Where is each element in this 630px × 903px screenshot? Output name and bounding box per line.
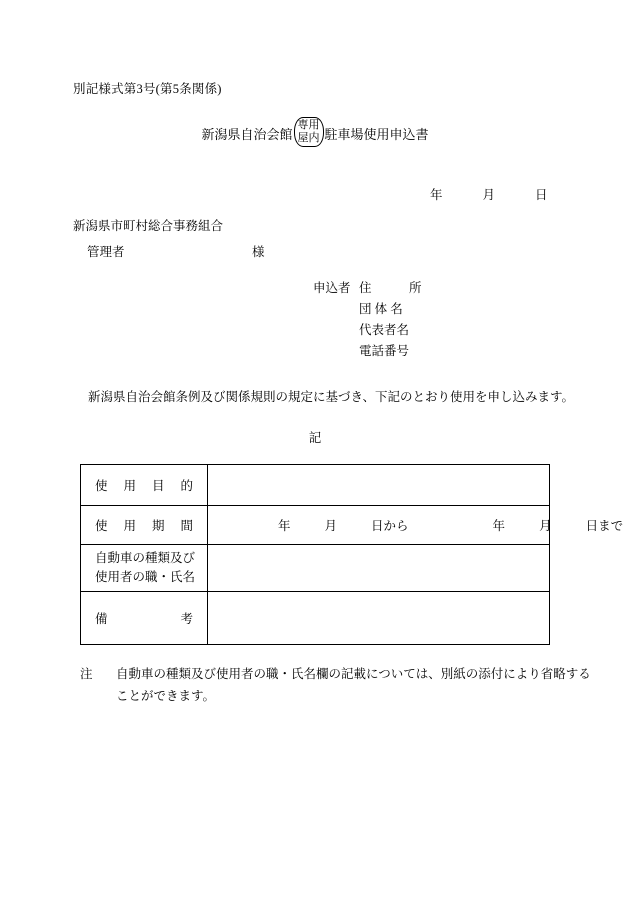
title-suffix: 駐車場使用申込書: [324, 126, 429, 142]
period-year-from: 年: [278, 519, 291, 533]
row-value-vehicle[interactable]: [208, 545, 550, 592]
date-month-label: 月: [482, 188, 496, 202]
label-char: 用: [123, 519, 136, 533]
period-day-to: 日まで: [585, 519, 624, 533]
row-label-vehicle-line2: 使用者の職・氏名: [94, 570, 195, 584]
row-value-period[interactable]: [208, 506, 624, 545]
label-char: 使: [95, 479, 108, 493]
row-label-vehicle: [81, 545, 208, 592]
label-char: 的: [180, 479, 193, 493]
document-title: [0, 118, 630, 148]
table-row-vehicle: [81, 545, 550, 592]
row-label-remarks: [81, 592, 208, 645]
applicant-row-representative: [313, 320, 422, 341]
addressee-role: 管理者: [87, 245, 125, 259]
label-char: 間: [180, 519, 193, 533]
addressee-honorific: 様: [252, 245, 265, 259]
title-brace-line1: 専用: [297, 119, 320, 131]
date-line: [430, 185, 548, 203]
date-year-label: 年: [430, 188, 443, 202]
table-row-purpose: [81, 465, 550, 506]
applicant-field-address: 住 所: [359, 281, 422, 295]
table-row-remarks: [81, 592, 550, 645]
row-label-vehicle-line1: 自動車の種類及び: [94, 551, 195, 565]
row-label-purpose: [81, 465, 208, 506]
label-char: 目: [151, 479, 165, 493]
period-month-to: 月: [539, 519, 552, 533]
label-char: 用: [123, 479, 136, 493]
applicant-field-phone: 電話番号: [359, 344, 410, 358]
period-day-from: 日から: [371, 519, 409, 533]
applicant-block: [313, 278, 422, 362]
statement-text: 新潟県自治会館条例及び関係規則の規定に基づき、下記のとおり使用を申し込みます。: [88, 390, 575, 404]
row-label-period-chars: [87, 516, 201, 534]
row-label-period: [81, 506, 208, 545]
row-label-remarks-chars: [87, 609, 201, 627]
date-day-label: 日: [535, 188, 548, 202]
label-char: 考: [180, 612, 193, 626]
applicant-field-representative: 代表者名: [359, 323, 410, 337]
row-label-purpose-chars: [87, 476, 201, 494]
application-table: [80, 464, 624, 645]
applicant-row-organization: [313, 299, 422, 320]
applicant-heading: 申込者: [313, 281, 351, 295]
title-brace-box: [294, 117, 324, 147]
footnote-line2: ことができます。: [116, 689, 216, 703]
label-char: 期: [151, 519, 165, 533]
addressee-role-row: [87, 242, 265, 260]
form-number: 別記様式第3号(第5条関係): [73, 82, 222, 96]
label-char: 備: [95, 612, 108, 626]
title-brace-group: [294, 117, 324, 147]
ki-marker: 記: [308, 431, 322, 445]
table-row-period: [81, 506, 550, 545]
title-prefix: 新潟県自治会館: [201, 126, 293, 142]
addressee-organization: 新潟県市町村総合事務組合: [73, 219, 224, 233]
footnote-line1: 自動車の種類及び使用者の職・氏名欄の記載については、別紙の添付により省略する: [116, 667, 591, 681]
applicant-field-organization: 団 体 名: [359, 302, 403, 316]
period-month-from: 月: [324, 519, 338, 533]
title-brace-line2: 屋内: [297, 131, 320, 144]
period-year-to: 年: [492, 519, 506, 533]
row-value-purpose[interactable]: [208, 465, 550, 506]
footnote-mark: 注: [80, 667, 93, 681]
label-char: 使: [95, 519, 108, 533]
applicant-row-phone: [313, 341, 422, 362]
footnote: [80, 663, 591, 707]
period-fields: [218, 516, 624, 534]
row-value-remarks[interactable]: [208, 592, 550, 645]
applicant-row-address: [313, 278, 422, 299]
